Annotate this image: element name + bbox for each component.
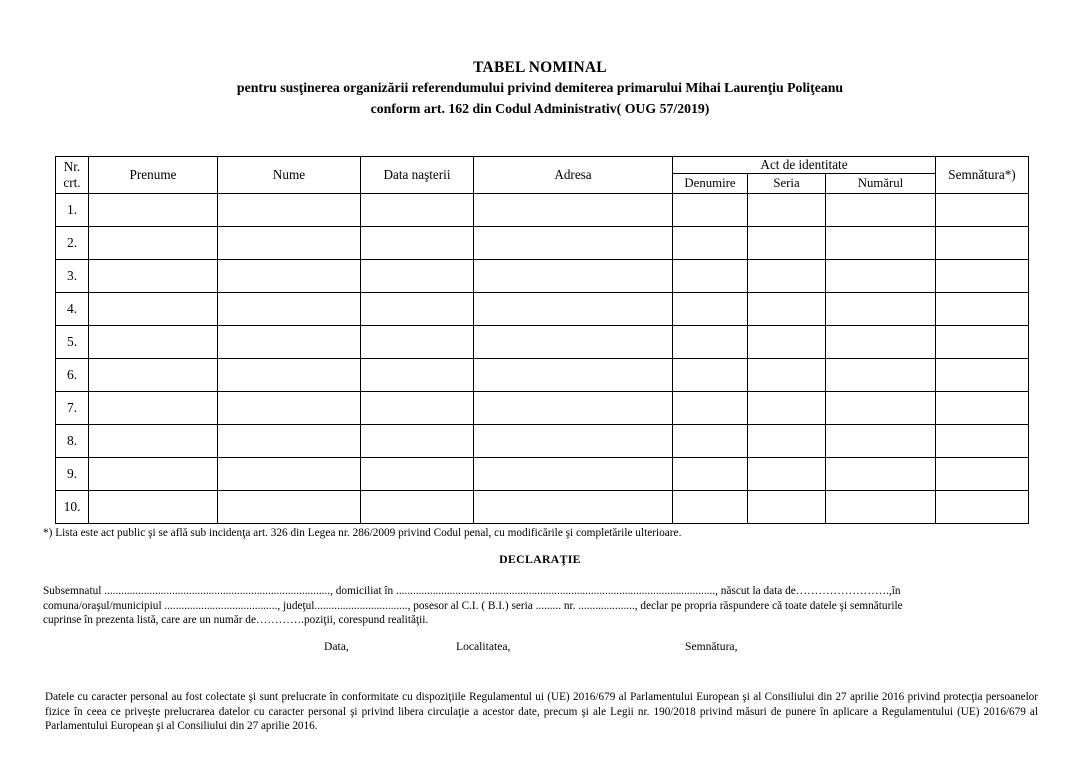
cell-semnatura bbox=[936, 260, 1029, 293]
col-header-prenume: Prenume bbox=[89, 157, 218, 194]
signature-label: Semnătura, bbox=[685, 640, 738, 653]
cell-nume bbox=[218, 458, 361, 491]
signature-labels-row bbox=[0, 640, 1080, 656]
date-label: Data, bbox=[324, 640, 349, 653]
cell-adresa bbox=[474, 326, 673, 359]
declaration-line-1: Subsemnatul ................................................................................, domiciliat în ................................................................................................................., născut la data de…………………….,în bbox=[43, 585, 901, 597]
cell-data-nasterii bbox=[361, 491, 474, 524]
table-row bbox=[56, 491, 1029, 524]
cell-semnatura bbox=[936, 425, 1029, 458]
cell-data-nasterii bbox=[361, 194, 474, 227]
cell-numarul bbox=[826, 326, 936, 359]
cell-semnatura bbox=[936, 359, 1029, 392]
row-number-cell: 10. bbox=[56, 491, 89, 524]
cell-adresa bbox=[474, 392, 673, 425]
cell-nume bbox=[218, 326, 361, 359]
table-header-row-top bbox=[56, 157, 1029, 174]
cell-adresa bbox=[474, 491, 673, 524]
cell-numarul bbox=[826, 194, 936, 227]
cell-nume bbox=[218, 227, 361, 260]
col-header-nume: Nume bbox=[218, 157, 361, 194]
cell-prenume bbox=[89, 425, 218, 458]
cell-numarul bbox=[826, 227, 936, 260]
cell-data-nasterii bbox=[361, 425, 474, 458]
cell-prenume bbox=[89, 359, 218, 392]
row-number-cell: 5. bbox=[56, 326, 89, 359]
cell-nume bbox=[218, 194, 361, 227]
cell-semnatura bbox=[936, 392, 1029, 425]
cell-seria bbox=[748, 260, 826, 293]
cell-numarul bbox=[826, 293, 936, 326]
table-row bbox=[56, 293, 1029, 326]
declaration-paragraph bbox=[43, 584, 1043, 628]
cell-data-nasterii bbox=[361, 260, 474, 293]
cell-denumire bbox=[673, 425, 748, 458]
cell-nume bbox=[218, 359, 361, 392]
cell-seria bbox=[748, 425, 826, 458]
cell-data-nasterii bbox=[361, 326, 474, 359]
table-row bbox=[56, 227, 1029, 260]
cell-seria bbox=[748, 392, 826, 425]
cell-seria bbox=[748, 359, 826, 392]
cell-seria bbox=[748, 194, 826, 227]
cell-numarul bbox=[826, 359, 936, 392]
gdpr-note: Datele cu caracter personal au fost colectate şi sunt prelucrate în conformitate cu dispoziţiile Regulamentul ui (UE) 2016/679 al Parlamentului European şi al Consiliului din 27 aprilie 2016 privind protecţia persoanelor fizice în ceea ce priveşte prelucrarea datelor cu caracter personal şi privind libera circulaţie a acestor date, precum şi ale Legii nr. 190/2018 privind măsuri de punere în aplicare a Regulamentului (UE) 2016/679 al Parlamentului European şi al Consiliului din 27 aprilie 2016. bbox=[45, 691, 1038, 733]
cell-data-nasterii bbox=[361, 359, 474, 392]
cell-semnatura bbox=[936, 326, 1029, 359]
cell-numarul bbox=[826, 458, 936, 491]
cell-prenume bbox=[89, 260, 218, 293]
cell-adresa bbox=[474, 194, 673, 227]
cell-data-nasterii bbox=[361, 227, 474, 260]
cell-denumire bbox=[673, 260, 748, 293]
cell-adresa bbox=[474, 260, 673, 293]
cell-adresa bbox=[474, 227, 673, 260]
cell-seria bbox=[748, 491, 826, 524]
row-number-cell: 1. bbox=[56, 194, 89, 227]
cell-adresa bbox=[474, 293, 673, 326]
col-header-nr-crt: Nr. crt. bbox=[56, 157, 89, 194]
cell-numarul bbox=[826, 425, 936, 458]
cell-denumire bbox=[673, 293, 748, 326]
cell-denumire bbox=[673, 458, 748, 491]
cell-nume bbox=[218, 425, 361, 458]
cell-adresa bbox=[474, 458, 673, 491]
col-header-act-identitate: Act de identitate bbox=[673, 157, 936, 174]
cell-prenume bbox=[89, 392, 218, 425]
cell-seria bbox=[748, 326, 826, 359]
cell-adresa bbox=[474, 359, 673, 392]
cell-semnatura bbox=[936, 491, 1029, 524]
col-header-semnatura: Semnătura*) bbox=[936, 157, 1029, 194]
cell-numarul bbox=[826, 260, 936, 293]
cell-nume bbox=[218, 491, 361, 524]
cell-denumire bbox=[673, 491, 748, 524]
cell-data-nasterii bbox=[361, 458, 474, 491]
signature-table bbox=[55, 156, 1029, 524]
cell-seria bbox=[748, 293, 826, 326]
cell-adresa bbox=[474, 425, 673, 458]
cell-prenume bbox=[89, 293, 218, 326]
cell-nume bbox=[218, 293, 361, 326]
declaration-heading: DECLARAŢIE bbox=[499, 552, 581, 566]
row-number-cell: 3. bbox=[56, 260, 89, 293]
document-title: TABEL NOMINAL bbox=[473, 59, 607, 76]
row-number-cell: 2. bbox=[56, 227, 89, 260]
table-row bbox=[56, 392, 1029, 425]
cell-nume bbox=[218, 392, 361, 425]
col-header-adresa: Adresa bbox=[474, 157, 673, 194]
cell-denumire bbox=[673, 227, 748, 260]
col-header-numarul: Numărul bbox=[826, 174, 936, 194]
row-number-cell: 8. bbox=[56, 425, 89, 458]
cell-nume bbox=[218, 260, 361, 293]
cell-semnatura bbox=[936, 458, 1029, 491]
cell-semnatura bbox=[936, 293, 1029, 326]
row-number-cell: 9. bbox=[56, 458, 89, 491]
cell-data-nasterii bbox=[361, 392, 474, 425]
cell-semnatura bbox=[936, 227, 1029, 260]
table-row bbox=[56, 458, 1029, 491]
table-row bbox=[56, 194, 1029, 227]
declaration-line-3: cuprinse în prezenta listă, care are un număr de………….poziţii, corespund realităţii. bbox=[43, 614, 429, 627]
cell-denumire bbox=[673, 194, 748, 227]
cell-seria bbox=[748, 458, 826, 491]
document-header bbox=[0, 58, 1080, 119]
cell-semnatura bbox=[936, 194, 1029, 227]
cell-denumire bbox=[673, 392, 748, 425]
cell-prenume bbox=[89, 227, 218, 260]
document-subtitle-1: pentru susţinerea organizării referendumului privind demiterea primarului Mihai Laurenţiu Poliţeanu bbox=[236, 80, 844, 95]
table-row bbox=[56, 326, 1029, 359]
cell-prenume bbox=[89, 491, 218, 524]
cell-prenume bbox=[89, 458, 218, 491]
cell-denumire bbox=[673, 359, 748, 392]
declaration-line-2: comuna/oraşul/municipiul ........................................, judeţul................................., posesor al C.I. ( B.I.) seria ......... nr. ...................., declar pe propria răspundere că toate datele şi semnăturile bbox=[43, 599, 903, 612]
row-number-cell: 7. bbox=[56, 392, 89, 425]
cell-numarul bbox=[826, 491, 936, 524]
cell-seria bbox=[748, 227, 826, 260]
document-subtitle-2: conform art. 162 din Codul Administrativ( OUG 57/2019) bbox=[370, 101, 710, 116]
row-number-cell: 6. bbox=[56, 359, 89, 392]
cell-data-nasterii bbox=[361, 293, 474, 326]
col-header-seria: Seria bbox=[748, 174, 826, 194]
table-row bbox=[56, 425, 1029, 458]
cell-numarul bbox=[826, 392, 936, 425]
cell-denumire bbox=[673, 326, 748, 359]
table-row bbox=[56, 260, 1029, 293]
table-row bbox=[56, 359, 1029, 392]
public-list-footnote: *) Lista este act public şi se află sub incidenţa art. 326 din Legea nr. 286/2009 privind Codul penal, cu modificările şi completările ulterioare. bbox=[43, 527, 682, 539]
col-header-data-nasterii: Data naşterii bbox=[361, 157, 474, 194]
locality-label: Localitatea, bbox=[456, 640, 511, 653]
cell-prenume bbox=[89, 326, 218, 359]
row-number-cell: 4. bbox=[56, 293, 89, 326]
cell-prenume bbox=[89, 194, 218, 227]
col-header-denumire: Denumire bbox=[673, 174, 748, 194]
